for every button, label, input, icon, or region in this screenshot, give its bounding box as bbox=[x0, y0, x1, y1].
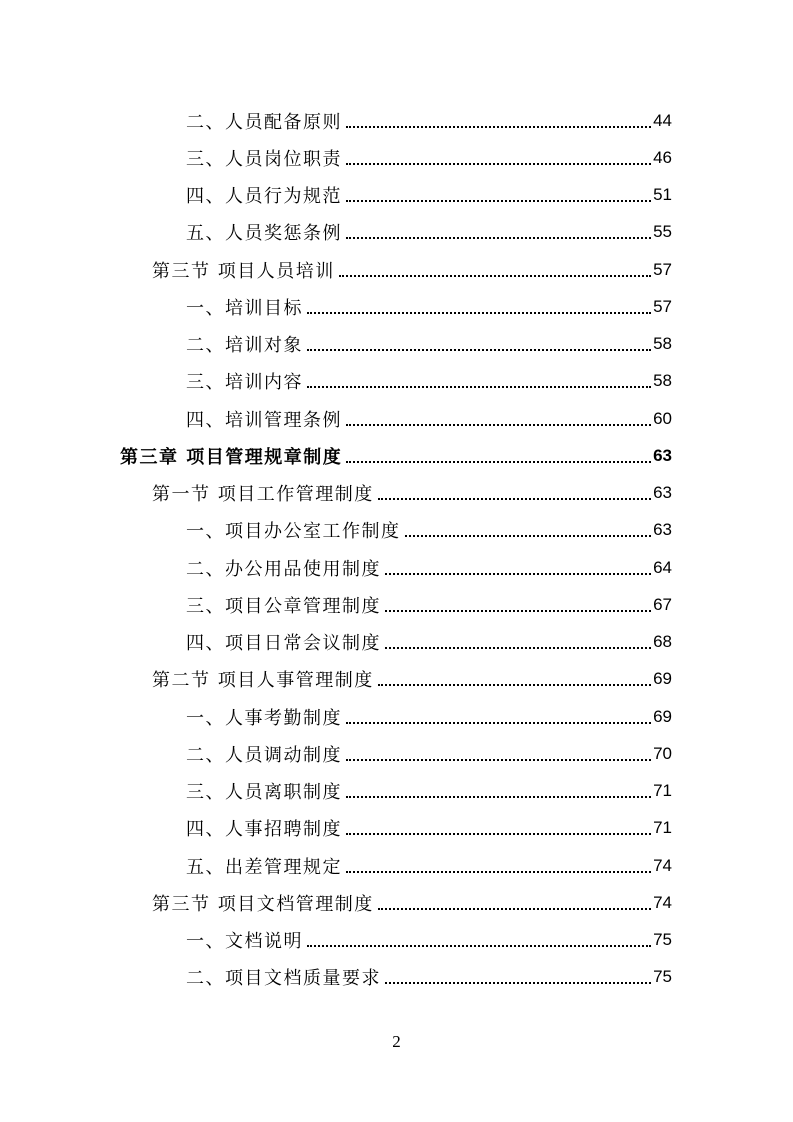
toc-dot-leader bbox=[307, 331, 651, 351]
toc-entry[interactable] bbox=[0, 810, 793, 847]
toc-section-entry[interactable] bbox=[0, 884, 793, 921]
toc-entry-page: 68 bbox=[653, 632, 672, 652]
toc-entry-title: 第一节 项目工作管理制度 bbox=[152, 484, 374, 506]
toc-entry[interactable] bbox=[0, 139, 793, 176]
toc-dot-leader bbox=[378, 666, 651, 686]
toc-dot-leader bbox=[346, 741, 651, 761]
toc-entry-page: 63 bbox=[653, 520, 672, 540]
toc-entry-page: 75 bbox=[653, 930, 672, 950]
toc-entry-page: 46 bbox=[653, 147, 672, 167]
toc-dot-leader bbox=[405, 517, 652, 537]
toc-entry-title: 五、人员奖惩条例 bbox=[186, 223, 342, 245]
toc-entry-page: 58 bbox=[653, 371, 672, 391]
toc-dot-leader bbox=[378, 890, 651, 910]
toc-entry-title: 第三章 项目管理规章制度 bbox=[120, 446, 343, 468]
toc-entry-page: 44 bbox=[653, 110, 672, 130]
toc-dot-leader bbox=[339, 257, 651, 277]
toc-entry-page: 57 bbox=[653, 296, 672, 316]
toc-dot-leader bbox=[346, 443, 651, 463]
toc-dot-leader bbox=[346, 815, 651, 835]
toc-entry-page: 64 bbox=[653, 557, 672, 577]
toc-entry-title: 四、人员行为规范 bbox=[186, 186, 342, 208]
toc-entry-title: 二、培训对象 bbox=[186, 335, 303, 357]
toc-entry-page: 71 bbox=[653, 818, 672, 838]
toc-dot-leader bbox=[378, 480, 651, 500]
toc-entry-page: 69 bbox=[653, 669, 672, 689]
toc-entry-title: 四、人事招聘制度 bbox=[186, 819, 342, 841]
toc-entry-page: 55 bbox=[653, 222, 672, 242]
toc-entry[interactable] bbox=[0, 735, 793, 772]
toc-entry-title: 二、项目文档质量要求 bbox=[186, 968, 381, 990]
toc-entry-page: 51 bbox=[653, 185, 672, 205]
toc-entry-page: 58 bbox=[653, 334, 672, 354]
toc-entry[interactable] bbox=[0, 326, 793, 363]
toc-entry-title: 四、培训管理条例 bbox=[186, 409, 342, 431]
toc-entry-page: 74 bbox=[653, 892, 672, 912]
toc-entry-page: 69 bbox=[653, 706, 672, 726]
toc-dot-leader bbox=[307, 927, 651, 947]
toc-entry[interactable] bbox=[0, 922, 793, 959]
toc-entry[interactable] bbox=[0, 214, 793, 251]
toc-entry-title: 二、人员配备原则 bbox=[186, 111, 342, 133]
toc-entry-title: 五、出差管理规定 bbox=[186, 856, 342, 878]
toc-dot-leader bbox=[307, 368, 651, 388]
toc-entry-title: 一、文档说明 bbox=[186, 931, 303, 953]
toc-dot-leader bbox=[346, 219, 651, 239]
toc-entry-title: 三、项目公章管理制度 bbox=[186, 595, 381, 617]
toc-dot-leader bbox=[307, 294, 651, 314]
toc-entry-title: 第三节 项目人员培训 bbox=[152, 260, 335, 282]
toc-entry-page: 63 bbox=[653, 445, 672, 465]
toc-entry-title: 一、人事考勤制度 bbox=[186, 707, 342, 729]
toc-dot-leader bbox=[385, 964, 651, 984]
toc-entry-title: 二、办公用品使用制度 bbox=[186, 558, 381, 580]
toc-entry[interactable] bbox=[0, 177, 793, 214]
toc-entry-title: 一、项目办公室工作制度 bbox=[186, 521, 401, 543]
toc-entry-page: 71 bbox=[653, 781, 672, 801]
toc-entry-page: 67 bbox=[653, 594, 672, 614]
table-of-contents bbox=[0, 102, 793, 996]
toc-dot-leader bbox=[346, 704, 651, 724]
toc-entry[interactable] bbox=[0, 624, 793, 661]
toc-entry[interactable] bbox=[0, 102, 793, 139]
toc-entry[interactable] bbox=[0, 512, 793, 549]
toc-entry-title: 三、人员离职制度 bbox=[186, 782, 342, 804]
toc-dot-leader bbox=[346, 406, 651, 426]
toc-dot-leader bbox=[385, 629, 651, 649]
toc-entry-page: 70 bbox=[653, 743, 672, 763]
toc-entry-page: 63 bbox=[653, 483, 672, 503]
toc-entry[interactable] bbox=[0, 400, 793, 437]
toc-entry-title: 一、培训目标 bbox=[186, 297, 303, 319]
toc-entry[interactable] bbox=[0, 773, 793, 810]
toc-entry[interactable] bbox=[0, 698, 793, 735]
toc-dot-leader bbox=[346, 182, 651, 202]
toc-dot-leader bbox=[346, 778, 651, 798]
toc-section-entry[interactable] bbox=[0, 475, 793, 512]
toc-dot-leader bbox=[346, 108, 651, 128]
toc-section-entry[interactable] bbox=[0, 661, 793, 698]
toc-entry[interactable] bbox=[0, 288, 793, 325]
toc-entry[interactable] bbox=[0, 363, 793, 400]
toc-entry-page: 60 bbox=[653, 408, 672, 428]
toc-entry-page: 74 bbox=[653, 855, 672, 875]
toc-entry-title: 三、人员岗位职责 bbox=[186, 148, 342, 170]
toc-entry-page: 75 bbox=[653, 967, 672, 987]
toc-entry-title: 二、人员调动制度 bbox=[186, 744, 342, 766]
toc-entry-page: 57 bbox=[653, 259, 672, 279]
toc-entry[interactable] bbox=[0, 847, 793, 884]
toc-entry-title: 第二节 项目人事管理制度 bbox=[152, 670, 374, 692]
toc-entry-title: 四、项目日常会议制度 bbox=[186, 633, 381, 655]
toc-dot-leader bbox=[385, 592, 651, 612]
toc-section-entry[interactable] bbox=[0, 251, 793, 288]
page-number: 2 bbox=[392, 1032, 401, 1051]
toc-entry-title: 三、培训内容 bbox=[186, 372, 303, 394]
toc-dot-leader bbox=[346, 853, 651, 873]
toc-entry[interactable] bbox=[0, 959, 793, 996]
toc-entry[interactable] bbox=[0, 586, 793, 623]
toc-dot-leader bbox=[385, 555, 651, 575]
toc-chapter-entry[interactable] bbox=[0, 437, 793, 474]
toc-entry-title: 第三节 项目文档管理制度 bbox=[152, 893, 374, 915]
toc-entry[interactable] bbox=[0, 549, 793, 586]
toc-dot-leader bbox=[346, 145, 651, 165]
